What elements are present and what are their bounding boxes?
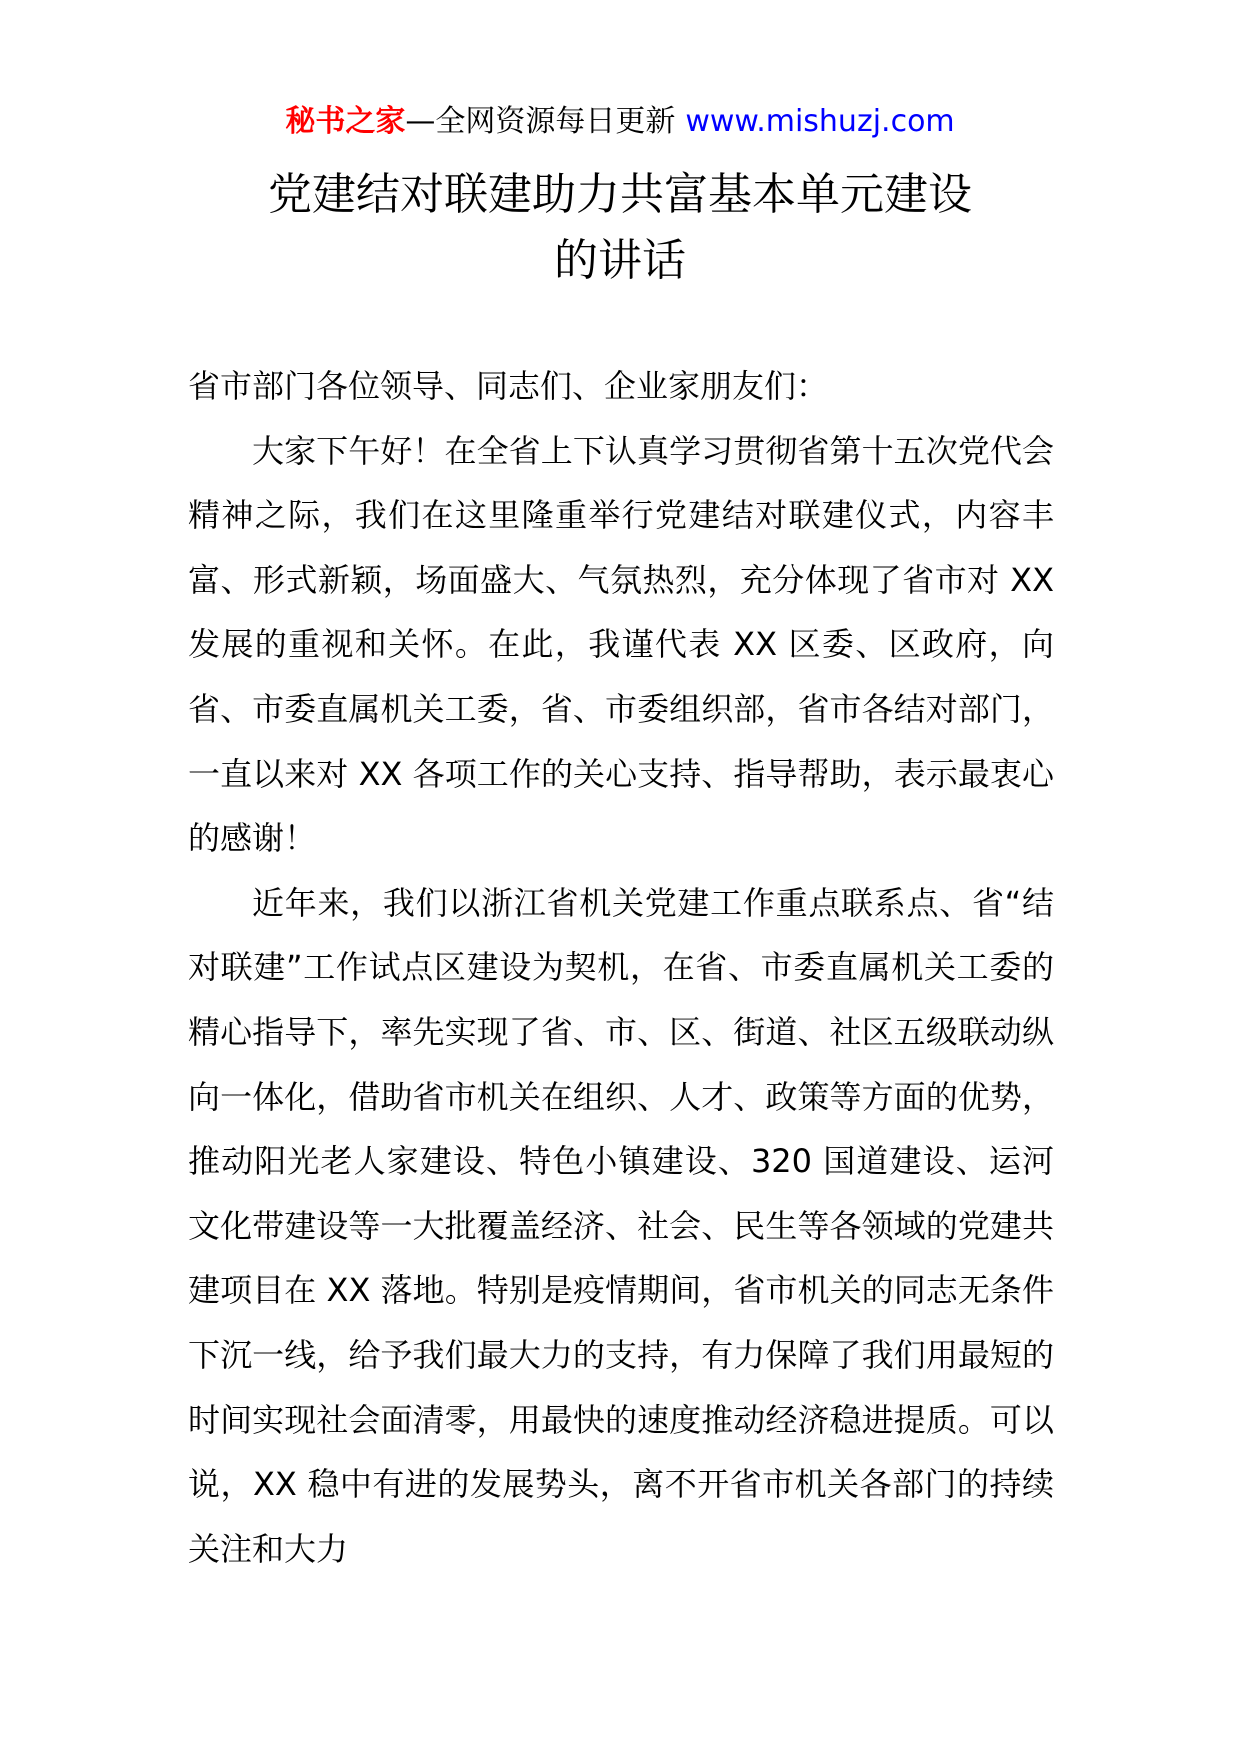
site-header: [0, 100, 1240, 144]
header-tagline: —全网资源每日更新: [405, 104, 676, 139]
title-line-2: 的讲话: [554, 235, 686, 286]
salutation: 省市部门各位领导、同志们、企业家朋友们：: [188, 367, 829, 405]
title-line-1: 党建结对联建助力共富基本单元建设: [268, 169, 972, 220]
document-body: [188, 354, 1054, 1581]
paragraph-2: 近年来，我们以浙江省机关党建工作重点联系点、省“结对联建”工作试点区建设为契机，在省、市委直属机关工委的精心指导下，率先实现了省、市、区、街道、社区五级联动纵向一体化，借助省市机关在组织、人才、政策等方面的优势，推动阳光老人家建设、特色小镇建设、320 国道建设、运河文化带建设等一大批覆盖经济、社会、民生等各领域的党建共建项目在 XX 落地。特别是疫情期间，省市机关的同志无条件下沉一线，给予我们最大力的支持，有力保障了我们用最短的时间实现社会面清零，用最快的速度推动经济稳进提质。可以说，XX 稳中有进的发展势头，离不开省市机关各部门的持续关注和大力: [188, 883, 1054, 1568]
site-url-link[interactable]: www.mishuzj.com: [685, 104, 955, 139]
brand-name: 秘书之家: [285, 104, 406, 139]
paragraph-1: 大家下午好！在全省上下认真学习贯彻省第十五次党代会精神之际，我们在这里隆重举行党建结对联建仪式，内容丰富、形式新颖，场面盛大、气氛热烈，充分体现了省市对 XX 发展的重视和关怀。在此，我谨代表 XX 区委、区政府，向省、市委直属机关工委，省、市委组织部，省市各结对部门，一直以来对 XX 各项工作的关心支持、指导帮助，表示最衷心的感谢！: [188, 431, 1054, 858]
document-title: [0, 162, 1240, 294]
